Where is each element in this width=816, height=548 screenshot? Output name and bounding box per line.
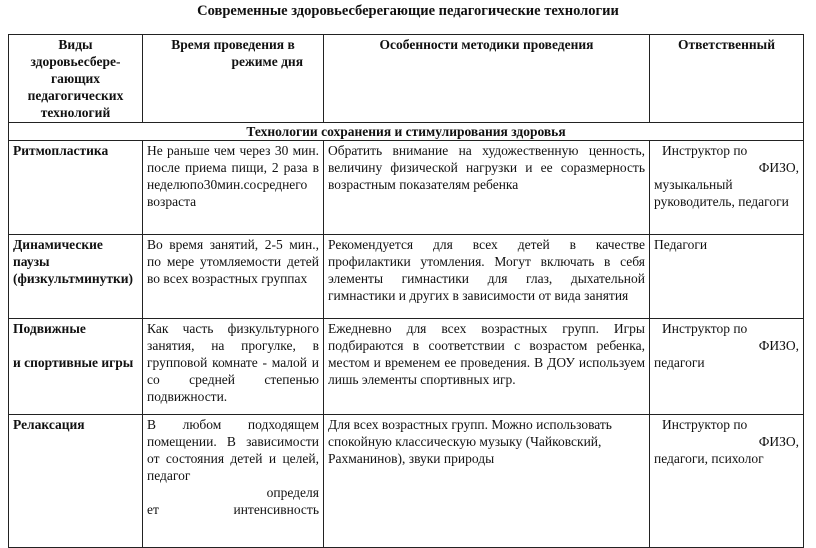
resp-line2: ФИЗО, <box>758 434 799 449</box>
header-method: Особенности методики проведения <box>324 35 650 123</box>
table-header-row <box>9 35 804 123</box>
row-name-line1: Подвижные <box>13 321 86 336</box>
resp-line2: ФИЗО, <box>758 160 799 175</box>
resp-line1: Инструктор по <box>662 321 748 336</box>
row-responsible <box>650 415 804 548</box>
resp-line2: ФИЗО, <box>758 338 799 353</box>
resp-line3: музыкальный руководитель, педагоги <box>654 177 789 209</box>
document-title: Современные здоровьесберегающие педагогические технологии <box>197 3 619 19</box>
row-time: Не раньше чем через 30 мин. после приема пищи, 2 раза в неделюпо30мин.сосреднего возраста <box>143 141 324 235</box>
row-time-line1: В любом подходящем помещении. В зависимости от состояния детей и целей, педагог <box>147 417 319 483</box>
row-name: Релаксация <box>9 415 143 548</box>
row-time: Во время занятий, 2-5 мин., по мере утомляемости детей во всех возрастных группах <box>143 235 324 319</box>
row-responsible: Педагоги <box>650 235 804 319</box>
table-row <box>9 415 804 548</box>
header-time-line2: режиме дня <box>231 54 303 69</box>
table-row <box>9 319 804 415</box>
technologies-table <box>8 34 804 548</box>
header-time-line1: Время проведения в <box>171 37 295 52</box>
row-time <box>143 415 324 548</box>
row-method: Рекомендуется для всех детей в качестве профилактики утомления. Могут включать в себя элементы гимнастики для глаз, дыхательной гимнастики и других в зависимости от вида занятия <box>324 235 650 319</box>
row-time: Как часть физкультурного занятия, на прогулке, в групповой комнате - малой и со средней степенью подвижности. <box>143 319 324 415</box>
row-name <box>9 319 143 415</box>
row-method: Для всех возрастных групп. Можно использовать спокойную классическую музыку (Чайковский, Рахманинов), звуки природы <box>324 415 650 548</box>
row-time-line3: ет интенсивность <box>147 502 319 517</box>
header-time <box>143 35 324 123</box>
resp-line1: Инструктор по <box>662 417 748 432</box>
table-row <box>9 141 804 235</box>
resp-line1: Инструктор по <box>662 143 748 158</box>
row-name-line2: и спортивные игры <box>13 355 134 370</box>
row-name: Динамические паузы (физкультминутки) <box>9 235 143 319</box>
section-title: Технологии сохранения и стимулирования здоровья <box>9 123 804 141</box>
row-method: Ежедневно для всех возрастных групп. Игры подбираются в соответствии с возрастом ребенка, местом и временем ее проведения. В ДОУ используем лишь элементы спортивных игр. <box>324 319 650 415</box>
resp-line3: педагоги <box>654 355 705 370</box>
row-time-line2: определя <box>266 485 319 500</box>
header-types: Виды здоровьесбере-гающих педагогических технологий <box>9 35 143 123</box>
table-row <box>9 235 804 319</box>
row-responsible <box>650 141 804 235</box>
section-row <box>9 123 804 141</box>
row-responsible <box>650 319 804 415</box>
row-name: Ритмопластика <box>9 141 143 235</box>
row-method: Обратить внимание на художественную ценность, величину физической нагрузки и ее соразмерность возрастным показателям ребенка <box>324 141 650 235</box>
resp-line3: педагоги, психолог <box>654 451 764 466</box>
header-responsible: Ответственный <box>650 35 804 123</box>
